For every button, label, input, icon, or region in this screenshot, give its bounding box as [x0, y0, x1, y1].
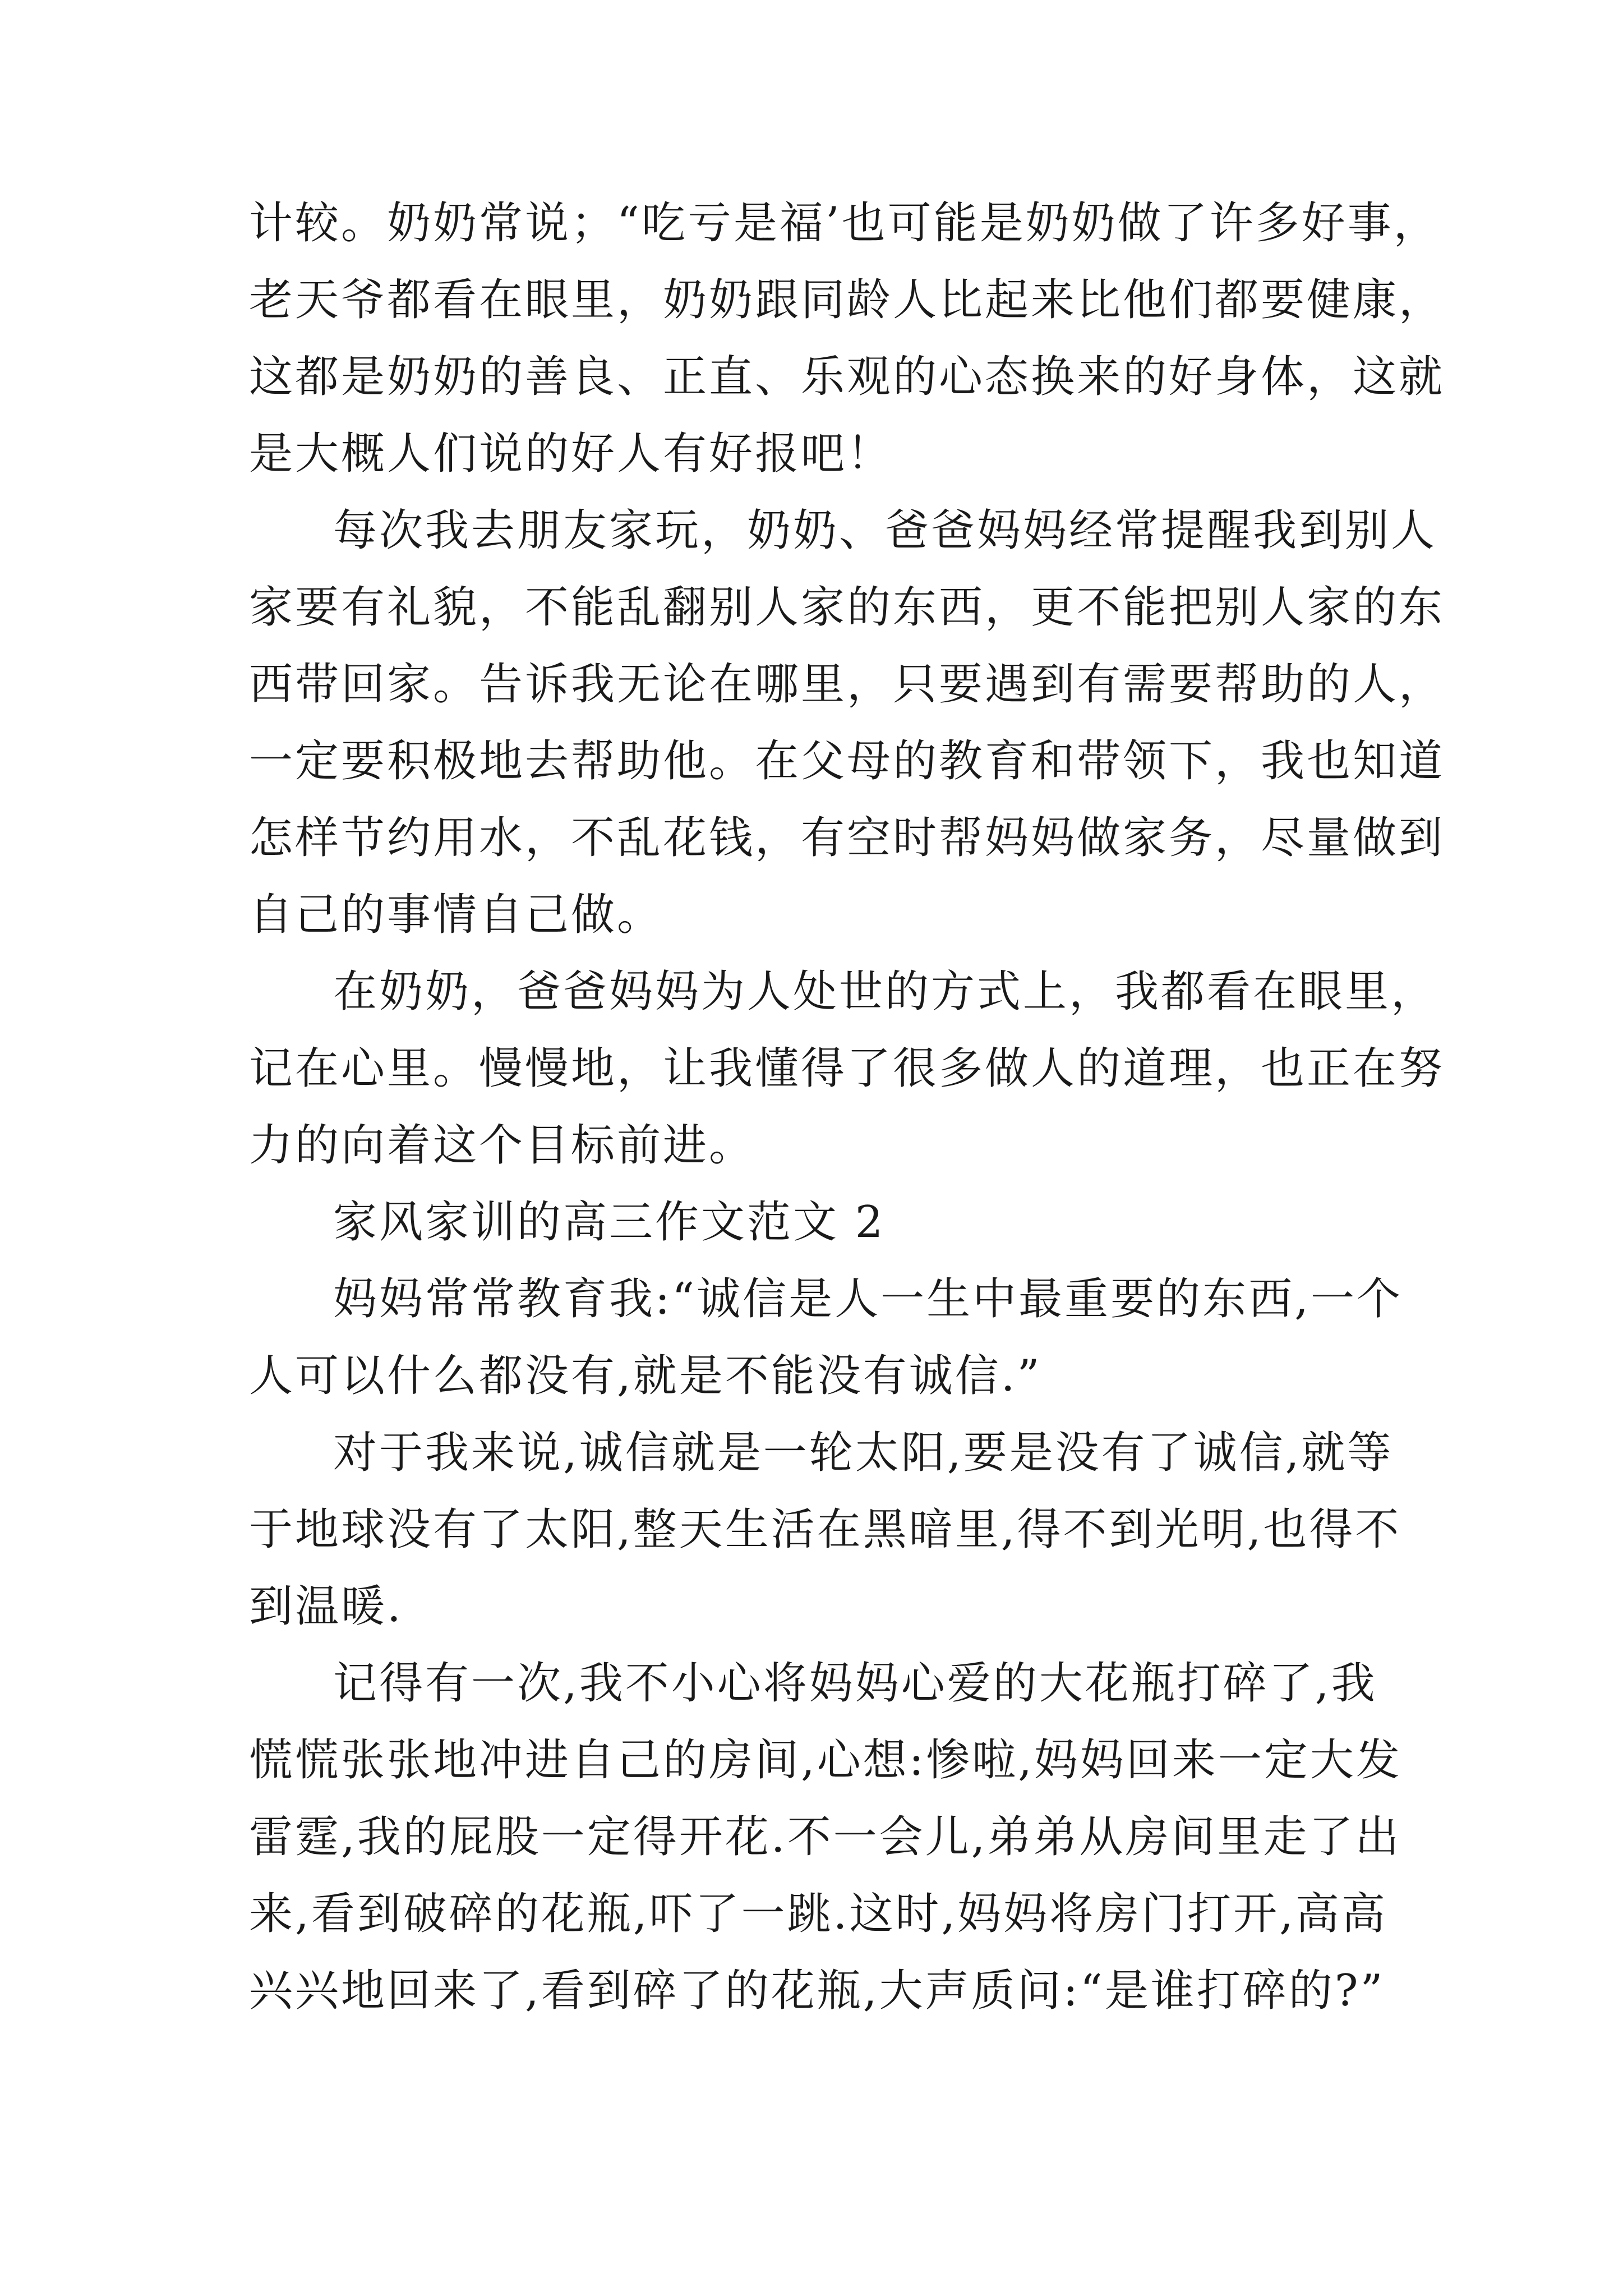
- paragraph-first-line: 妈妈常常教育我:“诚信是人一生中最重要的东西,一个: [333, 1274, 1403, 1324]
- document-body: [249, 185, 1445, 2030]
- text-line: 计较。奶奶常说；“吃亏是福’也可能是奶奶做了许多好事，: [249, 198, 1440, 249]
- text-line: 家要有礼貌，不能乱翻别人家的东西，更不能把别人家的东: [249, 582, 1445, 633]
- text-line: 力的向着这个目标前进。: [249, 1120, 755, 1171]
- text-line: 慌慌张张地冲进自己的房间,心想:惨啦,妈妈回来一定大发: [249, 1735, 1402, 1786]
- paragraph-first-line: 对于我来说,诚信就是一轮太阳,要是没有了诚信,就等: [333, 1428, 1394, 1478]
- text-line: 来,看到破碎的花瓶,吓了一跳.这时,妈妈将房门打开,高高: [249, 1889, 1387, 1939]
- text-line: 兴兴地回来了,看到碎了的花瓶,大声质问:“是谁打碎的?”: [249, 1966, 1385, 2016]
- text-line: 到温暖.: [249, 1581, 403, 1632]
- text-line: 这都是奶奶的善良、正直、乐观的心态换来的好身体，这就: [249, 352, 1445, 402]
- text-line: 西带回家。告诉我无论在哪里，只要遇到有需要帮助的人，: [249, 659, 1445, 710]
- text-line: 人可以什么都没有,就是不能没有诚信.”: [249, 1351, 1042, 1401]
- text-line: 一定要积极地去帮助他。在父母的教育和带领下，我也知道: [249, 736, 1445, 786]
- text-line: 于地球没有了太阳,整天生活在黑暗里,得不到光明,也得不: [249, 1504, 1401, 1555]
- paragraph-first-line: 每次我去朋友家玩，奶奶、爸爸妈妈经常提醒我到别人: [333, 505, 1437, 556]
- section-heading: 家风家训的高三作文范文 2: [333, 1197, 886, 1248]
- text-line: 自己的事情自己做。: [249, 890, 663, 940]
- text-line: 记在心里。慢慢地，让我懂得了很多做人的道理，也正在努: [249, 1043, 1445, 1094]
- text-line: 雷霆,我的屁股一定得开花.不一会儿,弟弟从房间里走了出: [249, 1812, 1401, 1862]
- text-line: 老天爷都看在眼里，奶奶跟同龄人比起来比他们都要健康，: [249, 275, 1445, 325]
- paragraph-first-line: 记得有一次,我不小心将妈妈心爱的大花瓶打碎了,我: [333, 1658, 1377, 1709]
- text-line: 是大概人们说的好人有好报吧！: [249, 429, 893, 479]
- text-line: 怎样节约用水，不乱花钱，有空时帮妈妈做家务，尽量做到: [249, 813, 1445, 863]
- paragraph-first-line: 在奶奶，爸爸妈妈为人处世的方式上，我都看在眼里，: [333, 967, 1437, 1017]
